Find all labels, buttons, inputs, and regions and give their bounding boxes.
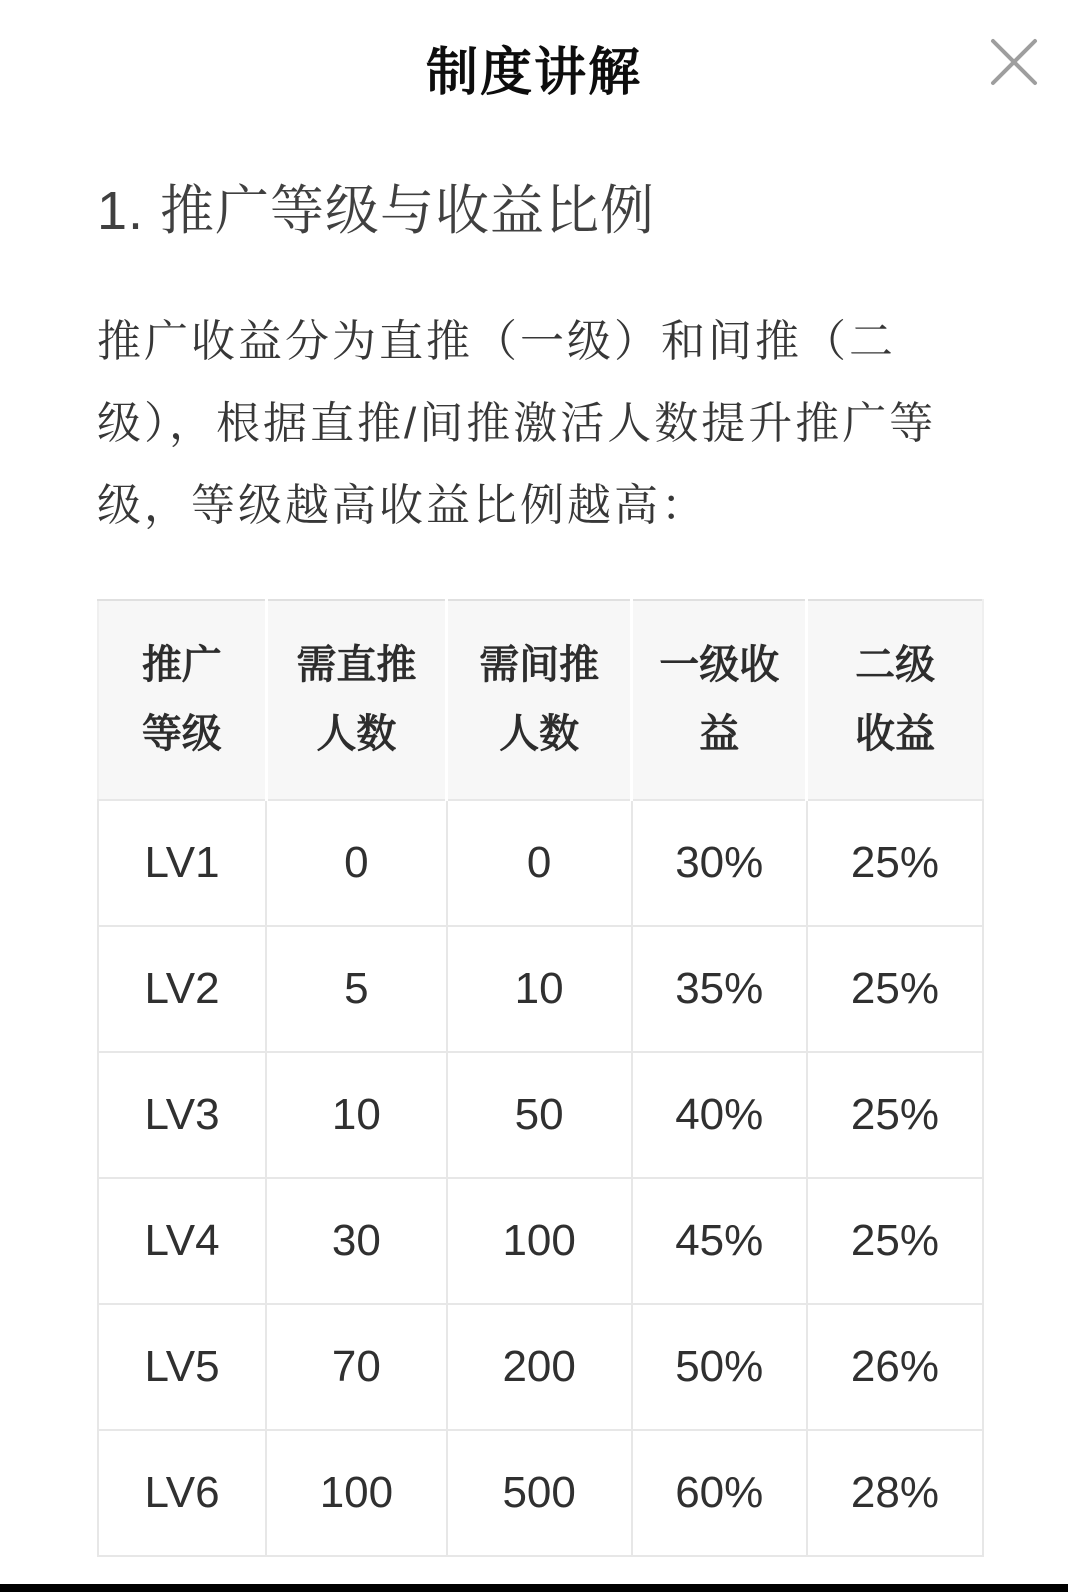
header-text: 益	[699, 712, 740, 756]
intro-line: 级，等级越高收益比例越高：	[97, 481, 708, 530]
cell-level1-income: 50%	[632, 1304, 807, 1430]
cell-indirect: 200	[447, 1304, 632, 1430]
promotion-levels-table	[97, 599, 984, 1557]
table-row	[98, 1430, 983, 1556]
cell-level: LV6	[98, 1430, 266, 1556]
header-text: 收益	[855, 712, 936, 756]
intro-paragraph	[97, 301, 984, 547]
cell-level2-income: 25%	[807, 1052, 983, 1178]
cell-level: LV5	[98, 1304, 266, 1430]
table-header-row	[98, 600, 983, 800]
cell-indirect: 10	[447, 926, 632, 1052]
header-cell-indirect-required	[447, 600, 632, 800]
header-cell-direct-required	[266, 600, 447, 800]
cell-indirect: 500	[447, 1430, 632, 1556]
intro-line: 级），根据直推/间推激活人数提升推广等	[97, 399, 937, 448]
bottom-edge-bar	[0, 1584, 1068, 1592]
header-text: 需直推	[296, 643, 417, 687]
cell-level1-income: 45%	[632, 1178, 807, 1304]
header-cell-level1-income	[632, 600, 807, 800]
cell-level2-income: 25%	[807, 926, 983, 1052]
header-text: 一级收	[659, 643, 780, 687]
cell-level1-income: 40%	[632, 1052, 807, 1178]
header-text: 需间推	[479, 643, 600, 687]
close-button[interactable]	[986, 34, 1042, 90]
header-text: 二级	[855, 643, 936, 687]
modal-header	[0, 0, 1068, 100]
table-row	[98, 1052, 983, 1178]
table-row	[98, 1178, 983, 1304]
cell-level: LV2	[98, 926, 266, 1052]
close-icon	[986, 34, 1042, 90]
cell-direct: 10	[266, 1052, 447, 1178]
cell-direct: 100	[266, 1430, 447, 1556]
cell-indirect: 0	[447, 800, 632, 926]
intro-line: 推广收益分为直推（一级）和间推（二	[97, 317, 896, 366]
header-text: 人数	[316, 712, 397, 756]
cell-indirect: 100	[447, 1178, 632, 1304]
header-text: 人数	[499, 712, 580, 756]
header-text: 推广	[141, 643, 222, 687]
cell-direct: 0	[266, 800, 447, 926]
cell-indirect: 50	[447, 1052, 632, 1178]
cell-level2-income: 25%	[807, 800, 983, 926]
header-cell-promo-level	[98, 600, 266, 800]
table-row	[98, 800, 983, 926]
cell-direct: 30	[266, 1178, 447, 1304]
page-title: 制度讲解	[425, 44, 642, 102]
modal-content	[0, 168, 1068, 1557]
cell-level: LV3	[98, 1052, 266, 1178]
cell-level2-income: 26%	[807, 1304, 983, 1430]
header-cell-level2-income	[807, 600, 983, 800]
section-heading: 1. 推广等级与收益比例	[97, 181, 656, 241]
cell-level: LV1	[98, 800, 266, 926]
table-row	[98, 1304, 983, 1430]
cell-level1-income: 60%	[632, 1430, 807, 1556]
cell-level: LV4	[98, 1178, 266, 1304]
cell-direct: 5	[266, 926, 447, 1052]
cell-level1-income: 30%	[632, 800, 807, 926]
cell-level1-income: 35%	[632, 926, 807, 1052]
cell-level2-income: 25%	[807, 1178, 983, 1304]
cell-level2-income: 28%	[807, 1430, 983, 1556]
cell-direct: 70	[266, 1304, 447, 1430]
table-row	[98, 926, 983, 1052]
header-text: 等级	[141, 712, 222, 756]
